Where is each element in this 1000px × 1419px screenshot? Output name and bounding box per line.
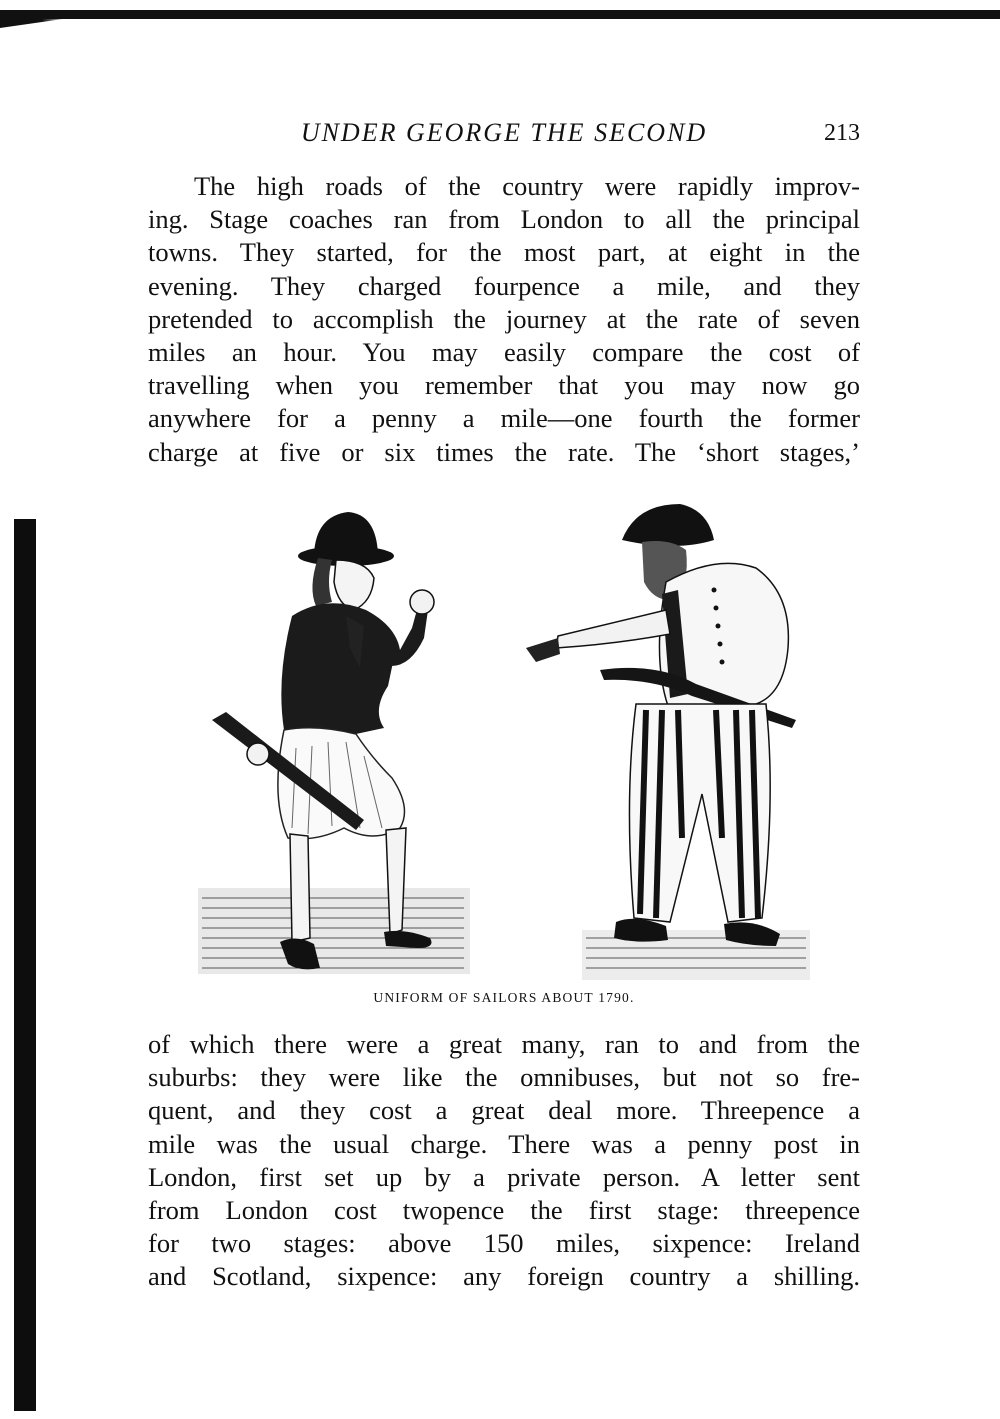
sailors-illustration <box>196 498 816 988</box>
text-line: pretended to accomplish the journey at the rate of seven <box>148 303 860 334</box>
text-line: towns. They started, for the most part, at eight in the <box>148 237 860 268</box>
text-line: London, first set up by a private person. A letter sent <box>148 1161 860 1192</box>
page-top-rule-wedge <box>0 18 70 28</box>
text-line: anywhere for a penny a mile—one fourth the former <box>148 403 860 434</box>
text-line: mile was the usual charge. There was a penny post in <box>148 1128 860 1159</box>
text-line: evening. They charged fourpence a mile, and they <box>148 270 860 301</box>
page-header <box>148 118 860 152</box>
text-line: miles an hour. You may easily compare the cost of <box>148 337 860 368</box>
running-head: UNDER GEORGE THE SECOND <box>300 118 708 147</box>
text-line: ing. Stage coaches ran from London to all the principal <box>148 204 860 235</box>
text-line: charge at five or six times the rate. The ‘short stages,’ <box>148 436 860 467</box>
text-line: of which there were a great many, ran to and from the <box>148 1029 860 1059</box>
page-top-rule <box>0 10 1000 19</box>
text-line: quent, and they cost a great deal more. Threepence a <box>148 1095 860 1126</box>
text-line: suburbs: they were like the omnibuses, but not so fre- <box>148 1062 860 1093</box>
paragraph-2 <box>148 1028 860 1294</box>
text-line: from London cost twopence the first stage: threepence <box>148 1195 860 1226</box>
scan-edge-shadow <box>14 519 36 1411</box>
sailor-pointing-figure <box>526 504 810 980</box>
text-line: The high roads of the country were rapidly improv- <box>194 171 860 201</box>
text-line: travelling when you remember that you may now go <box>148 370 860 401</box>
page-number: 213 <box>824 120 860 146</box>
sailor-with-cudgel-figure <box>198 512 470 974</box>
text-line: and Scotland, sixpence: any foreign country a shilling. <box>148 1261 860 1292</box>
text-line: for two stages: above 150 miles, sixpence: Ireland <box>148 1228 860 1259</box>
figure-caption: UNIFORM OF SAILORS ABOUT 1790. <box>373 990 635 1005</box>
paragraph-1 <box>148 170 860 469</box>
